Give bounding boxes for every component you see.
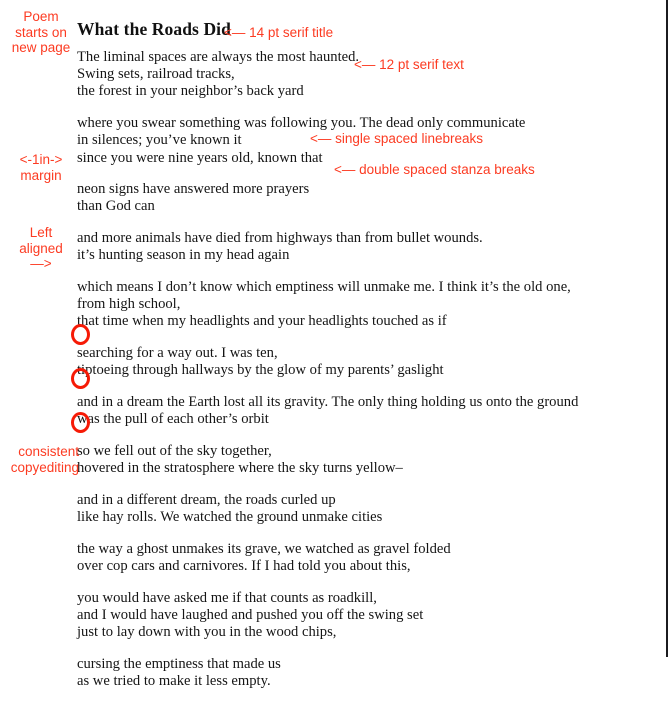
- poem-line: since you were nine years old, known that: [77, 149, 323, 166]
- poem-line: from high school,: [77, 296, 181, 313]
- annotation-left-aligned-line1: Left: [29, 225, 53, 240]
- poem-line: and in a different dream, the roads curled up: [77, 491, 336, 508]
- poem-line: hovered in the stratosphere where the sky turns yellow–: [77, 460, 403, 477]
- poem-line: and more animals have died from highways than from bullet wounds.: [77, 230, 483, 247]
- poem-line: and in a dream the Earth lost all its gravity. The only thing holding us onto the ground: [77, 394, 579, 411]
- annotation-single-spacing: <— single spaced linebreaks: [310, 131, 483, 146]
- poem-line: tiptoeing through hallways by the glow of my parents’ gaslight: [77, 362, 444, 379]
- stanza-9: [77, 492, 637, 526]
- stanza-5: [77, 279, 637, 331]
- annotation-new-page: [8, 9, 74, 56]
- poem-line: searching for a way out. I was ten,: [77, 345, 278, 362]
- annotation-copyediting-line1: consistent: [18, 444, 79, 459]
- annotation-body-size: <— 12 pt serif text: [354, 57, 464, 72]
- stanza-12: [77, 656, 637, 690]
- annotation-left-aligned-line2: aligned: [19, 240, 63, 256]
- stanza-10: [77, 541, 637, 575]
- poem-line: in silences; you’ve known it: [77, 132, 242, 149]
- stanza-3: [77, 181, 637, 215]
- poem-line: where you swear something was following you. The dead only communicate: [77, 115, 526, 132]
- page-title: What the Roads Did: [77, 19, 231, 39]
- poem-line: over cop cars and carnivores. If I had told you about this,: [77, 557, 411, 574]
- poem-line: so we fell out of the sky together,: [77, 442, 272, 459]
- poem-line: you would have asked me if that counts as roadkill,: [77, 589, 377, 606]
- poem-line: The liminal spaces are always the most haunted.: [77, 49, 360, 65]
- annotation-copyediting-line2: copyediting: [10, 459, 79, 475]
- poem-line: and I would have laughed and pushed you off the swing set: [77, 606, 424, 623]
- poem-line: it’s hunting season in my head again: [77, 247, 290, 264]
- annotation-margin-line1: <-1in->: [19, 152, 63, 167]
- stanza-6: [77, 345, 637, 379]
- poem-line: that time when my headlights and your headlights touched as if: [77, 313, 447, 330]
- annotation-new-page-line3: new page: [11, 40, 71, 55]
- stanza-4: [77, 230, 637, 264]
- poem-line: which means I don’t know which emptiness will unmake me. I think it’s the old one,: [77, 279, 571, 296]
- poem-line: than God can: [77, 198, 155, 215]
- annotation-margin: [8, 152, 74, 183]
- annotation-double-spacing: <— double spaced stanza breaks: [334, 162, 535, 177]
- poem-line: the way a ghost unmakes its grave, we watched as gravel folded: [77, 540, 451, 557]
- page-right-edge-rule: [666, 0, 668, 657]
- stanza-8: [77, 443, 637, 477]
- poem-line: was the pull of each other’s orbit: [77, 411, 269, 428]
- poem-line: neon signs have answered more prayers: [77, 181, 310, 198]
- stanza-11: [77, 590, 637, 642]
- annotation-left-aligned-arrow: —>: [30, 256, 52, 271]
- circle-mark-lowercase-s: [71, 324, 90, 345]
- poem-line: cursing the emptiness that made us: [77, 655, 281, 672]
- annotation-new-page-line2: starts on: [15, 24, 67, 40]
- circle-mark-lowercase-s2: [71, 412, 90, 433]
- annotation-title-size: <— 14 pt serif title: [224, 25, 334, 40]
- poem-line: just to lay down with you in the wood chips,: [77, 624, 337, 641]
- stanza-7: [77, 394, 637, 428]
- annotation-new-page-line1: Poem: [23, 9, 59, 24]
- poem-line: as we tried to make it less empty.: [77, 672, 271, 689]
- poem-document: [77, 19, 637, 705]
- annotation-left-aligned: [8, 225, 74, 272]
- annotation-margin-line2: margin: [20, 167, 62, 183]
- poem-line: Swing sets, railroad tracks,: [77, 66, 235, 83]
- poem-line: like hay rolls. We watched the ground unmake cities: [77, 509, 383, 526]
- annotation-copyediting: [0, 444, 79, 475]
- poem-line: the forest in your neighbor’s back yard: [77, 83, 304, 100]
- circle-mark-lowercase-a: [71, 368, 90, 389]
